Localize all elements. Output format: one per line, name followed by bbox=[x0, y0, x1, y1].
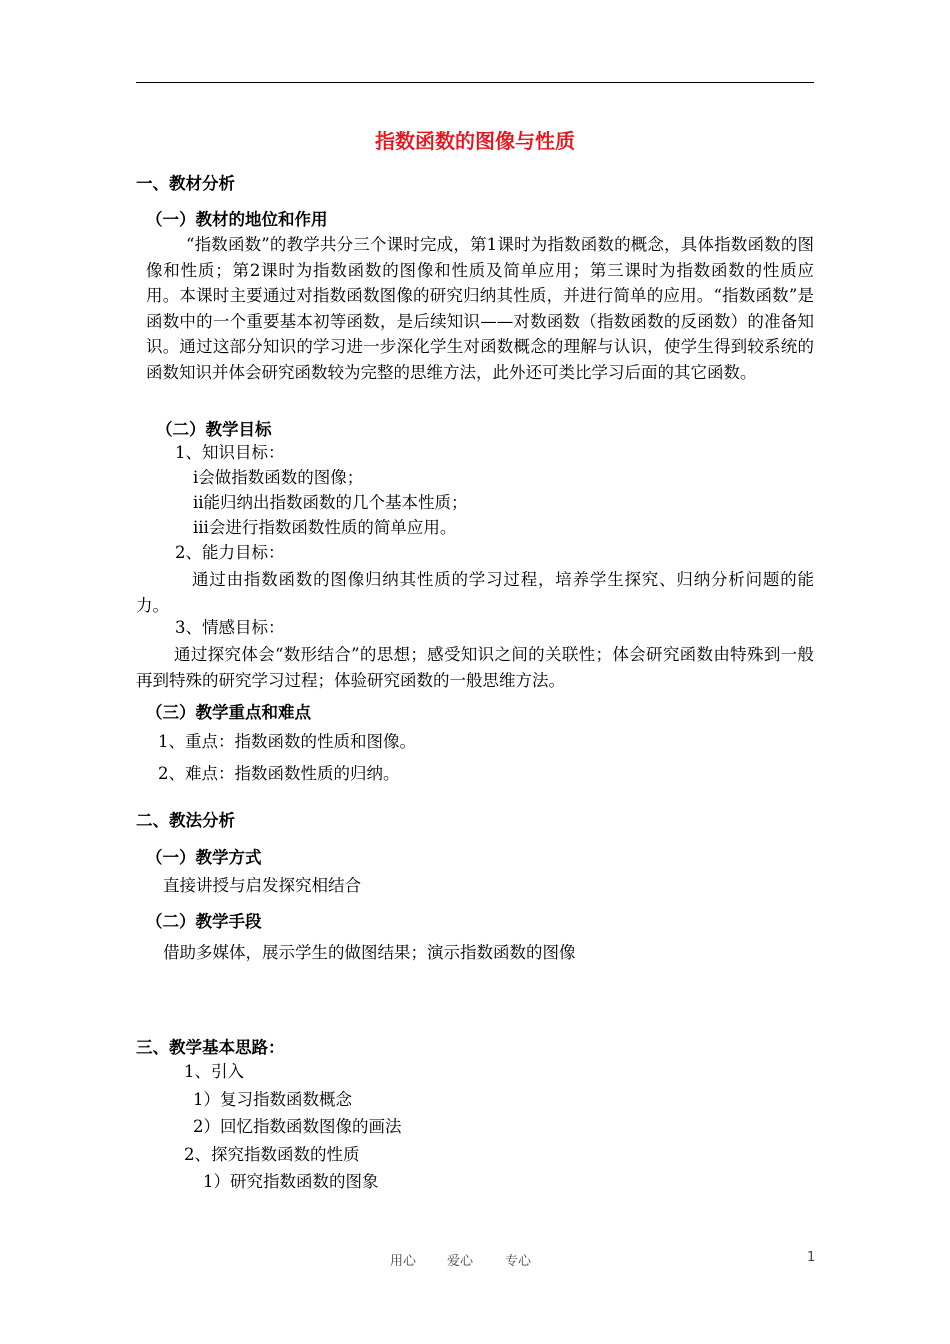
outline-item-2-1: 1）研究指数函数的图象 bbox=[203, 1172, 379, 1191]
teaching-means-text: 借助多媒体，展示学生的做图结果；演示指数函数的图像 bbox=[163, 943, 576, 962]
knowledge-goal-1: ⅰ会做指数函数的图像； bbox=[193, 468, 364, 487]
document-title: 指数函数的图像与性质 bbox=[375, 129, 575, 153]
difficult-point: 2、难点：指数函数性质的归纳。 bbox=[158, 764, 400, 783]
page-number: 1 bbox=[807, 1250, 816, 1265]
footer-text-3: 专心 bbox=[505, 1254, 532, 1269]
header-rule bbox=[136, 82, 814, 83]
section-2-2-heading: （二）教学手段 bbox=[146, 912, 262, 931]
ability-goal-text: 通过由指数函数的图像归纳其性质的学习过程，培养学生探究、归纳分析问题的能力。 bbox=[136, 570, 814, 615]
section-2-heading: 二、教法分析 bbox=[136, 811, 235, 830]
outline-item-1-1: 1）复习指数函数概念 bbox=[193, 1090, 352, 1109]
knowledge-goal-title: 1、知识目标： bbox=[175, 443, 285, 462]
section-1-1-paragraph: “指数函数”的教学共分三个课时完成，第1课时为指数函数的概念，具体指数函数的图像和性质；第2课时为指数函数的图像和性质及简单应用；第三课时为指数函数的性质应用。本课时主要通过对指数函数图像的研究归纳其性质，并进行简单的应用。“指数函数”是函数中的一个重要基本初等函数，是后续知识——对数函数（指数函数的反函数）的准备知识。通过这部分知识的学习进一步深化学生对函数概念的理解与认识，使学生得到较系统的函数知识并体会研究函数较为完整的思维方法，此外还可类比学习后面的其它函数。 bbox=[146, 235, 814, 382]
emotion-goal-title: 3、情感目标： bbox=[175, 618, 285, 637]
section-1-2-heading: （二）教学目标 bbox=[156, 420, 272, 439]
footer-text-2: 爱心 bbox=[447, 1254, 474, 1269]
section-3-heading: 三、教学基本思路： bbox=[136, 1038, 285, 1057]
teaching-method-text: 直接讲授与启发探究相结合 bbox=[163, 876, 361, 895]
outline-item-1: 1、引入 bbox=[184, 1062, 244, 1081]
section-1-heading: 一、教材分析 bbox=[136, 174, 235, 193]
ability-goal-title: 2、能力目标： bbox=[175, 543, 285, 562]
section-1-3-heading: （三）教学重点和难点 bbox=[146, 703, 311, 722]
knowledge-goal-3: ⅲ会进行指数函数性质的简单应用。 bbox=[193, 518, 457, 537]
outline-item-1-2: 2）回忆指数函数图像的画法 bbox=[193, 1117, 402, 1136]
section-2-1-heading: （一）教学方式 bbox=[146, 848, 262, 867]
outline-item-2: 2、探究指数函数的性质 bbox=[184, 1145, 360, 1164]
footer-text-1: 用心 bbox=[390, 1254, 417, 1269]
section-1-1-heading: （一）教材的地位和作用 bbox=[146, 210, 328, 229]
emotion-goal-text: 通过探究体会“数形结合”的思想；感受知识之间的关联性；体会研究函数由特殊到一般再到特殊的研究学习过程；体验研究函数的一般思维方法。 bbox=[136, 645, 814, 690]
knowledge-goal-2: ⅱ能归纳出指数函数的几个基本性质； bbox=[193, 493, 468, 512]
key-point: 1、重点：指数函数的性质和图像。 bbox=[158, 732, 416, 751]
